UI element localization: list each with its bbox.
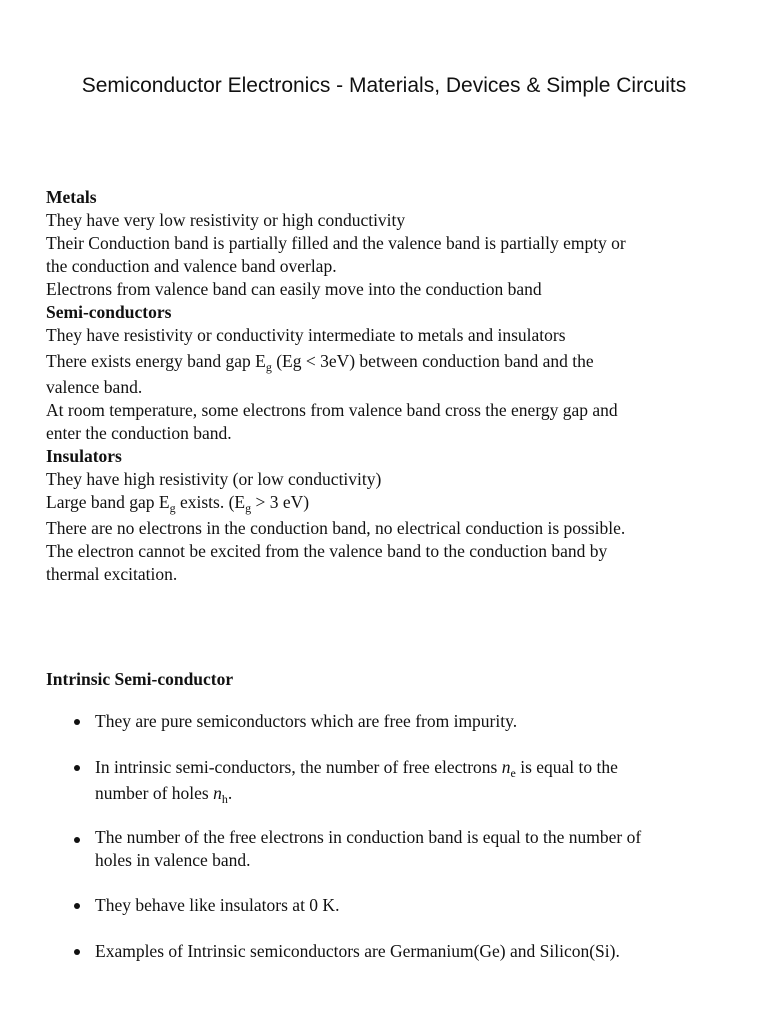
- page-title: Semiconductor Electronics - Materials, Devices & Simple Circuits: [81, 74, 687, 97]
- insulators-line-3: There are no electrons in the conduction band, no electrical conduction is possible.: [46, 518, 626, 538]
- metals-line-2: Their Conduction band is partially filled and the valence band is partially empty or: [46, 233, 626, 253]
- semi-line-2: There exists energy band gap $E_g$ (Eg < 3eV) between conduction band and the: [46, 351, 594, 374]
- list-item: In intrinsic semi-conductors, the number of free electrons $n_e$ is equal to the number of holes $n_h$.: [46, 754, 746, 806]
- metals-line-1: They have very low resistivity or high conductivity: [46, 210, 406, 230]
- bullet-icon: [74, 903, 80, 909]
- insulators-line-1: They have high resistivity (or low conductivity): [46, 469, 382, 489]
- list-item: Examples of Intrinsic semiconductors are Germanium(Ge) and Silicon(Si).: [46, 938, 746, 964]
- semi-line-1: They have resistivity or conductivity intermediate to metals and insulators: [46, 325, 566, 345]
- list-item: They are pure semiconductors which are free from impurity.: [46, 708, 746, 734]
- document-body: [46, 186, 746, 586]
- bullet-icon: [74, 765, 80, 771]
- semi-line-3: valence band.: [46, 377, 143, 397]
- bullet-icon: [74, 837, 80, 843]
- bullet-icon: [74, 719, 80, 725]
- semi-line-5: enter the conduction band.: [46, 423, 232, 443]
- semi-line-4: At room temperature, some electrons from valence band cross the energy gap and: [46, 400, 618, 420]
- list-item: The number of the free electrons in conduction band is equal to the number of holes in valence band.: [46, 826, 746, 872]
- metals-line-3: the conduction and valence band overlap.: [46, 256, 337, 276]
- bullet-icon: [74, 949, 80, 955]
- intrinsic-section: [46, 668, 746, 984]
- intrinsic-bullet-list: [46, 708, 746, 964]
- intrinsic-heading: Intrinsic Semi-conductor: [46, 669, 234, 689]
- metals-heading: Metals: [46, 187, 97, 207]
- insulators-line-4: The electron cannot be excited from the valence band to the conduction band by: [46, 541, 608, 561]
- list-item: They behave like insulators at 0 K.: [46, 892, 746, 918]
- insulators-line-5: thermal excitation.: [46, 564, 178, 584]
- insulators-line-2: Large band gap $E_g$ exists. ($E_g > 3$ eV): [46, 492, 310, 515]
- semiconductors-heading: Semi-conductors: [46, 302, 172, 322]
- insulators-heading: Insulators: [46, 446, 122, 466]
- metals-line-4: Electrons from valence band can easily move into the conduction band: [46, 279, 542, 299]
